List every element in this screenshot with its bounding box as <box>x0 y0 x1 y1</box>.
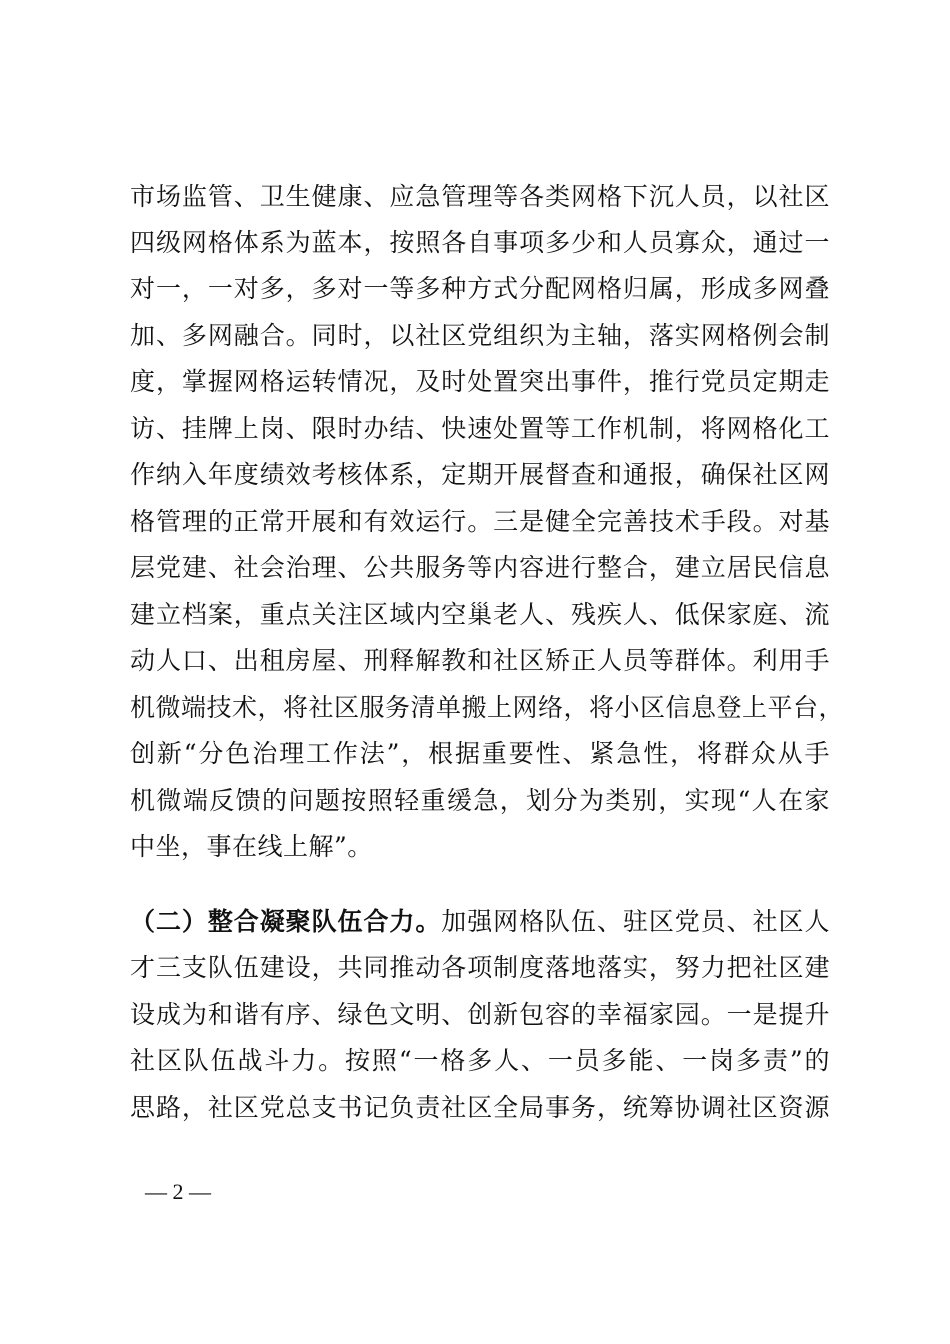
paragraph-line: 社区队伍战斗力。按照“一格多人、一员多能、一岗多责”的 <box>130 1046 830 1075</box>
paragraph-line: 层党建、社会治理、公共服务等内容进行整合，建立居民信息 <box>130 553 830 582</box>
paragraph-line: 市场监管、卫生健康、应急管理等各类网格下沉人员，以社区 <box>130 182 830 211</box>
paragraph-line: 机微端反馈的问题按照轻重缓急，划分为类别，实现“人在家 <box>130 786 830 815</box>
paragraph-line: 思路，社区党总支书记负责社区全局事务，统筹协调社区资源 <box>130 1093 830 1122</box>
paragraph-line: 设成为和谐有序、绿色文明、创新包容的幸福家园。一是提升 <box>130 1000 830 1029</box>
paragraph-line: 建立档案，重点关注区域内空巢老人、残疾人、低保家庭、流 <box>130 600 830 629</box>
paragraph-line: 四级网格体系为蓝本，按照各自事项多少和人员寡众，通过一 <box>130 228 830 257</box>
section-first-line-text: 加强网格队伍、驻区党员、社区人 <box>441 907 830 936</box>
paragraph-line: 格管理的正常开展和有效运行。三是健全完善技术手段。对基 <box>130 507 830 536</box>
paragraph-line: 访、挂牌上岗、限时办结、快速处置等工作机制，将网格化工 <box>130 414 830 443</box>
paragraph-line: 加、多网融合。同时，以社区党组织为主轴，落实网格例会制 <box>130 321 830 350</box>
paragraph-line: 度，掌握网格运转情况，及时处置突出事件，推行党员定期走 <box>130 367 830 396</box>
paragraph-line: 作纳入年度绩效考核体系，定期开展督查和通报，确保社区网 <box>130 460 830 489</box>
section-first-line <box>130 905 830 939</box>
page-number: — 2 — <box>145 1179 211 1204</box>
paragraph-line: 创新“分色治理工作法”，根据重要性、紧急性，将群众从手 <box>130 739 830 768</box>
paragraph-line: 动人口、出租房屋、刑释解教和社区矫正人员等群体。利用手 <box>130 646 830 675</box>
paragraph-line: 才三支队伍建设，共同推动各项制度落地落实，努力把社区建 <box>130 953 830 982</box>
paragraph-line: 对一，一对多，多对一等多种方式分配网格归属，形成多网叠 <box>130 274 830 303</box>
paragraph-line: 机微端技术，将社区服务清单搬上网络，将小区信息登上平台， <box>130 693 845 722</box>
paragraph-line: 中坐，事在线上解”。 <box>130 832 373 861</box>
section-heading: （二）整合凝聚队伍合力。 <box>130 907 442 936</box>
